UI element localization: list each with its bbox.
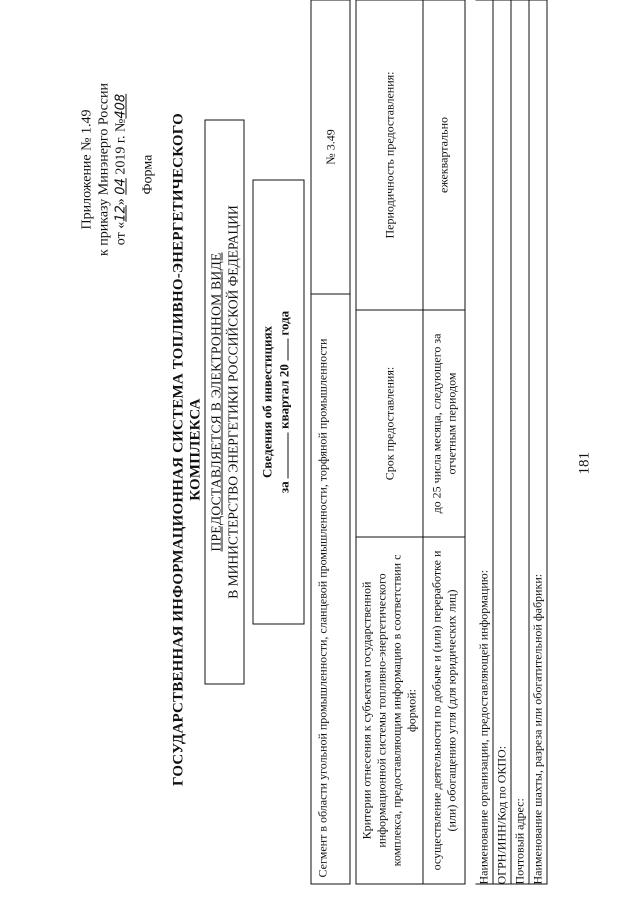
postal-address-field <box>512 0 530 885</box>
appendix-month: 04 <box>113 178 129 195</box>
periodicity-value: ежеквартально <box>423 0 465 310</box>
segment-box <box>311 0 351 885</box>
submission-line-2: В МИНИСТЕРСТВО ЭНЕРГЕТИКИ РОССИЙСКОЙ ФЕДЕРАЦИИ <box>225 205 241 599</box>
ogrn-label: ОГРН/ИНН/Код по ОКПО: <box>494 745 509 885</box>
report-year-blank <box>288 339 289 361</box>
report-period-year: года <box>276 310 292 336</box>
appendix-line-2: к приказу Минэнерго России <box>96 82 112 257</box>
criteria-header: Критерии отнесения к субъектам государственной информационной системы топливно-энергетического комплекса, предоставляющим информацию в соответствии с формой: <box>356 537 423 884</box>
report-period-blank <box>288 432 289 478</box>
form-number: № 3.49 <box>323 129 338 165</box>
system-title: ГОСУДАРСТВЕННАЯ ИНФОРМАЦИОННАЯ СИСТЕМА ТОПЛИВНО-ЭНЕРГЕТИЧЕСКОГО КОМПЛЕКСА <box>170 112 204 787</box>
criteria-table <box>356 0 466 885</box>
mine-name-field <box>530 0 548 885</box>
page-number: 181 <box>576 452 593 475</box>
appendix-year: 2019 г. № <box>113 118 129 175</box>
appendix-block <box>79 55 130 285</box>
report-title: Сведения об инвестициях <box>259 326 275 478</box>
appendix-date-prefix: от « <box>113 221 129 246</box>
appendix-day: 12 <box>113 205 129 222</box>
appendix-line-3 <box>113 55 130 285</box>
mine-name-label: Наименование шахты, разреза или обогатительной фабрики: <box>530 573 545 885</box>
deadline-header: Срок предоставления: <box>356 310 423 537</box>
report-period-for: за <box>276 481 292 494</box>
appendix-line-1: Приложение № 1.49 <box>79 109 95 230</box>
appendix-date-quote: » <box>113 198 129 206</box>
org-name-label: Наименование организации, предоставляющей информацию: <box>476 569 491 885</box>
submission-line-1: ПРЕДОСТАВЛЯЕТСЯ В ЭЛЕКТРОННОМ ВИДЕ <box>208 252 224 552</box>
report-period <box>276 181 293 624</box>
periodicity-header: Периодичность предоставления: <box>356 0 423 310</box>
form-label: Форма <box>140 154 156 195</box>
postal-address-label: Почтовый адрес: <box>512 798 527 885</box>
report-title-box <box>253 180 305 625</box>
table-row <box>423 0 465 884</box>
deadline-value: до 25 числа месяца, следующего за отчетным периодом <box>423 310 465 537</box>
appendix-order-number: 408 <box>113 93 129 119</box>
rotated-document-page <box>1 0 640 905</box>
field-right-border <box>476 0 548 1</box>
segment-text: Сегмент в области угольной промышленности, сланцевой промышленности, торфяной промышленности <box>312 294 350 884</box>
field-left-border <box>476 884 548 885</box>
submission-box <box>205 120 245 685</box>
report-period-quarter: квартал 20 <box>276 364 292 429</box>
criteria-value: осуществление деятельности по добыче и (или) переработке и (или) обогащению угля (для юридических лиц) <box>423 537 465 884</box>
ogrn-field <box>494 0 512 885</box>
org-name-field <box>476 0 494 885</box>
table-row <box>356 0 423 884</box>
